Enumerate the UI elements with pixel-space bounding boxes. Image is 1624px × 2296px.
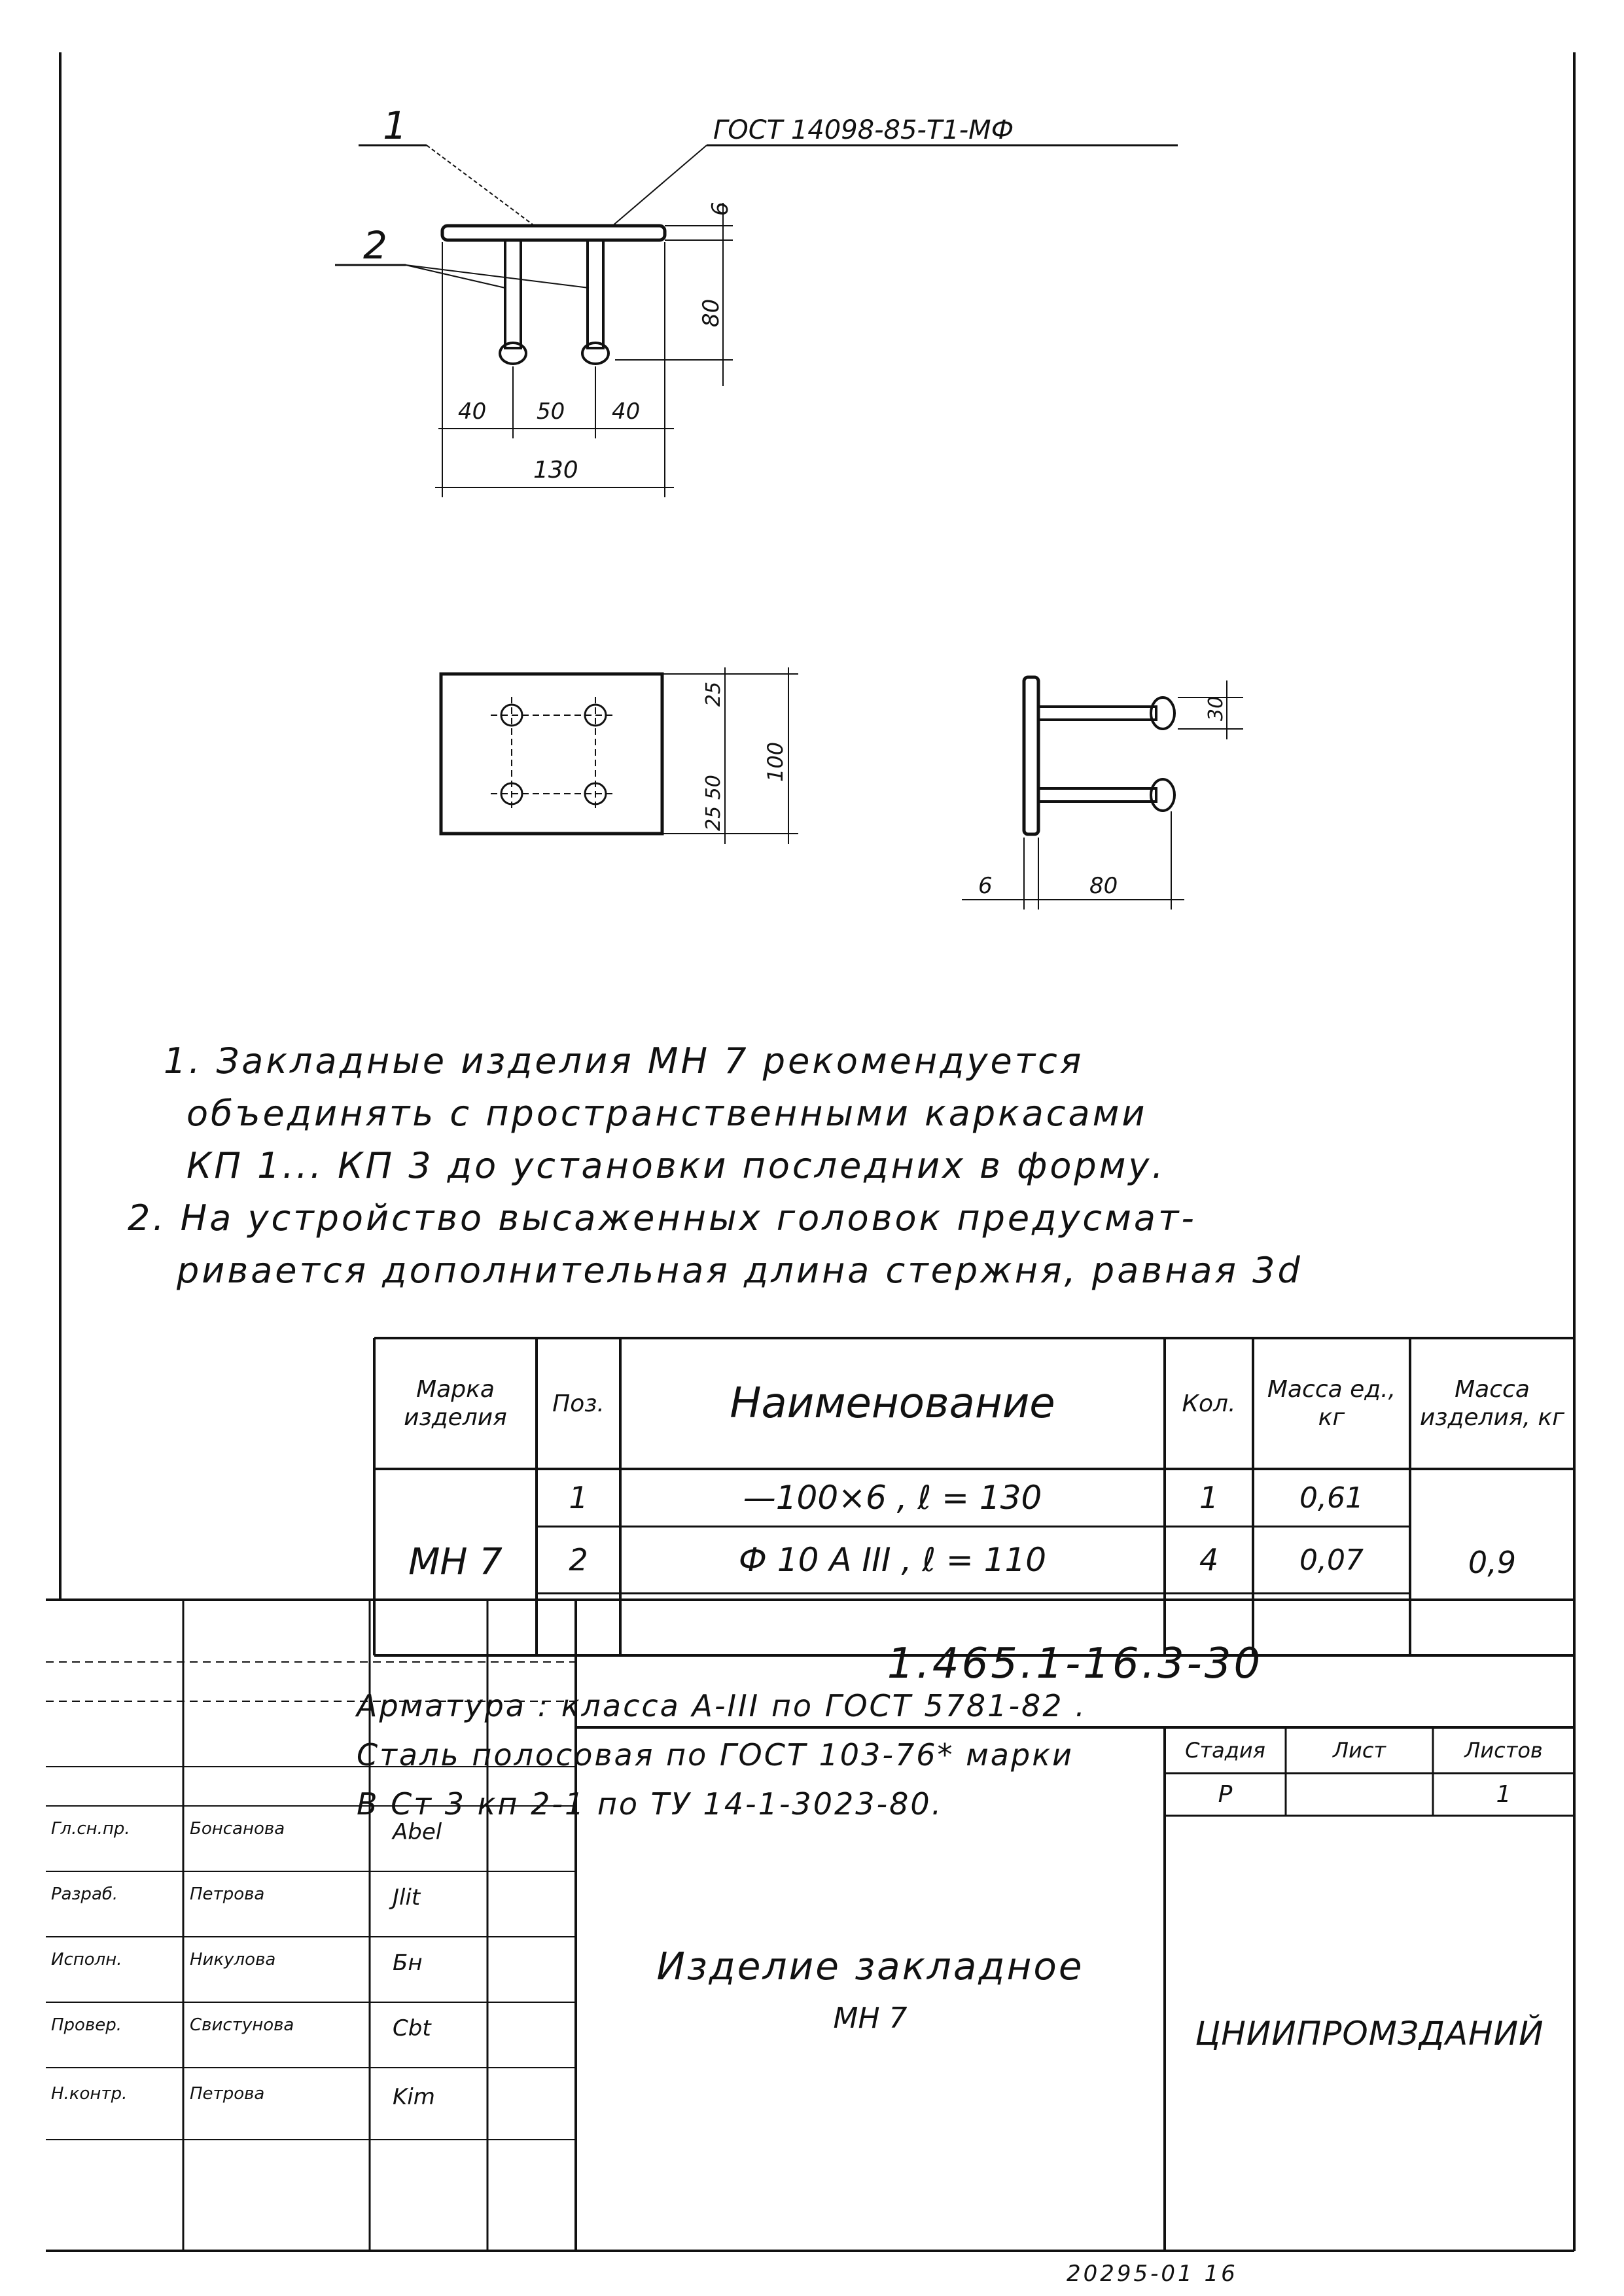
header-mark: Марка изделия: [404, 1375, 507, 1431]
signature: Бн: [393, 1950, 423, 1976]
anchor-head: [500, 343, 526, 364]
role-label: Разраб.: [51, 1884, 118, 1904]
note-line: КП 1... КП 3 до установки последних в форму.: [186, 1145, 1166, 1186]
anchor-head-side: [1151, 698, 1174, 729]
plate-plan: [441, 674, 662, 834]
person-name: Петрова: [190, 1884, 265, 1904]
note-line: 2. На устройство высаженных головок предусмат-: [128, 1197, 1197, 1239]
title-line: Изделие закладное: [656, 1943, 1084, 1988]
header-name: Наименование: [730, 1379, 1055, 1428]
cell-mass-item: 0,9: [1468, 1544, 1517, 1580]
anchor-side: [1038, 788, 1156, 802]
cell-name: Ф 10 А III , ℓ = 110: [738, 1541, 1047, 1579]
sheets-label: Листов: [1464, 1738, 1543, 1763]
signature: Abel: [393, 1819, 442, 1845]
callout-2: 2: [363, 223, 387, 268]
side-dim-head: 30: [1205, 696, 1227, 721]
anchor-bar: [588, 240, 603, 348]
title-line: МН 7: [833, 2001, 908, 2035]
footer-stamp: 20295-01 16: [1067, 2261, 1238, 2287]
dim-edge-right: 40: [612, 398, 641, 425]
stage-value: Р: [1218, 1781, 1233, 1808]
designation: 1.465.1-16.3-30: [887, 1639, 1263, 1688]
person-name: Свистунова: [190, 2015, 294, 2035]
cell-qty: 1: [1199, 1480, 1219, 1515]
cell-pos: 1: [569, 1480, 588, 1515]
dim-edge-left: 40: [458, 398, 487, 425]
sheet-value: [1286, 1773, 1433, 1816]
header-qty: Кол.: [1182, 1390, 1236, 1417]
cell-name: —100×6 , ℓ = 130: [743, 1479, 1042, 1517]
callout-1: 1: [383, 103, 407, 148]
cell-qty: 4: [1199, 1542, 1219, 1578]
gost-weld-label: ГОСТ 14098-85-Т1-МФ: [713, 115, 1014, 145]
cell-mass: 0,07: [1299, 1543, 1364, 1577]
plan-dim-total: 100: [763, 741, 788, 782]
cell-mass: 0,61: [1299, 1481, 1364, 1515]
stage-label: Стадия: [1185, 1738, 1265, 1763]
person-name: Петрова: [190, 2084, 265, 2104]
cell-mark: МН 7: [408, 1541, 503, 1583]
plate: [442, 226, 665, 240]
dim-spacing: 50: [537, 398, 565, 425]
signature: Cbt: [393, 2015, 431, 2041]
sheet-label: Лист: [1332, 1738, 1386, 1763]
person-name: Бонсанова: [190, 1819, 285, 1839]
side-dim-thickness: 6: [978, 873, 993, 899]
role-label: Н.контр.: [51, 2084, 128, 2104]
note-line: объединять с пространственными каркасами: [186, 1093, 1148, 1134]
organization: ЦНИИПРОМЗДАНИЙ: [1195, 2014, 1544, 2053]
dim-total-length: 130: [533, 457, 578, 484]
note-line: ривается дополнительная длина стержня, равная 3d: [177, 1250, 1303, 1291]
material-line: Арматура : класса А-III по ГОСТ 5781-82 .: [357, 1688, 1087, 1723]
role-label: Исполн.: [51, 1950, 122, 1969]
material-line: В Ст 3 кп 2-1 по ТУ 14-1-3023-80.: [357, 1786, 944, 1822]
header-mass-item: Масса изделия, кг: [1419, 1375, 1565, 1431]
header-pos: Поз.: [552, 1390, 605, 1417]
header-mass-unit: Масса ед., кг: [1267, 1375, 1396, 1431]
side-dim-length: 80: [1089, 873, 1118, 899]
role-label: Гл.сн.пр.: [51, 1819, 130, 1839]
front-view: [335, 103, 1178, 497]
plate-side: [1024, 677, 1038, 834]
anchor-head-side: [1151, 779, 1174, 811]
plan-dim-edge-top: 25: [702, 681, 725, 707]
signature: Jlit: [393, 1884, 421, 1911]
plan-view: [441, 667, 798, 844]
person-name: Никулова: [190, 1950, 276, 1969]
side-view: [962, 677, 1243, 910]
dim-anchor-length: 80: [698, 298, 724, 327]
dim-plate-thickness: 6: [707, 202, 733, 216]
signature: Kim: [393, 2084, 435, 2110]
role-label: Провер.: [51, 2015, 122, 2035]
sheets-value: 1: [1496, 1781, 1511, 1808]
document-title: [576, 1727, 1165, 2251]
anchor-side: [1038, 707, 1156, 720]
cell-pos: 2: [569, 1542, 588, 1578]
anchor-head: [582, 343, 609, 364]
note-line: 1. Закладные изделия МН 7 рекомендуется: [164, 1040, 1084, 1082]
plan-dim-spacing-edge: 25 50: [702, 775, 725, 831]
anchor-bar: [505, 240, 521, 348]
material-line: Сталь полосовая по ГОСТ 103-76* марки: [357, 1737, 1074, 1773]
